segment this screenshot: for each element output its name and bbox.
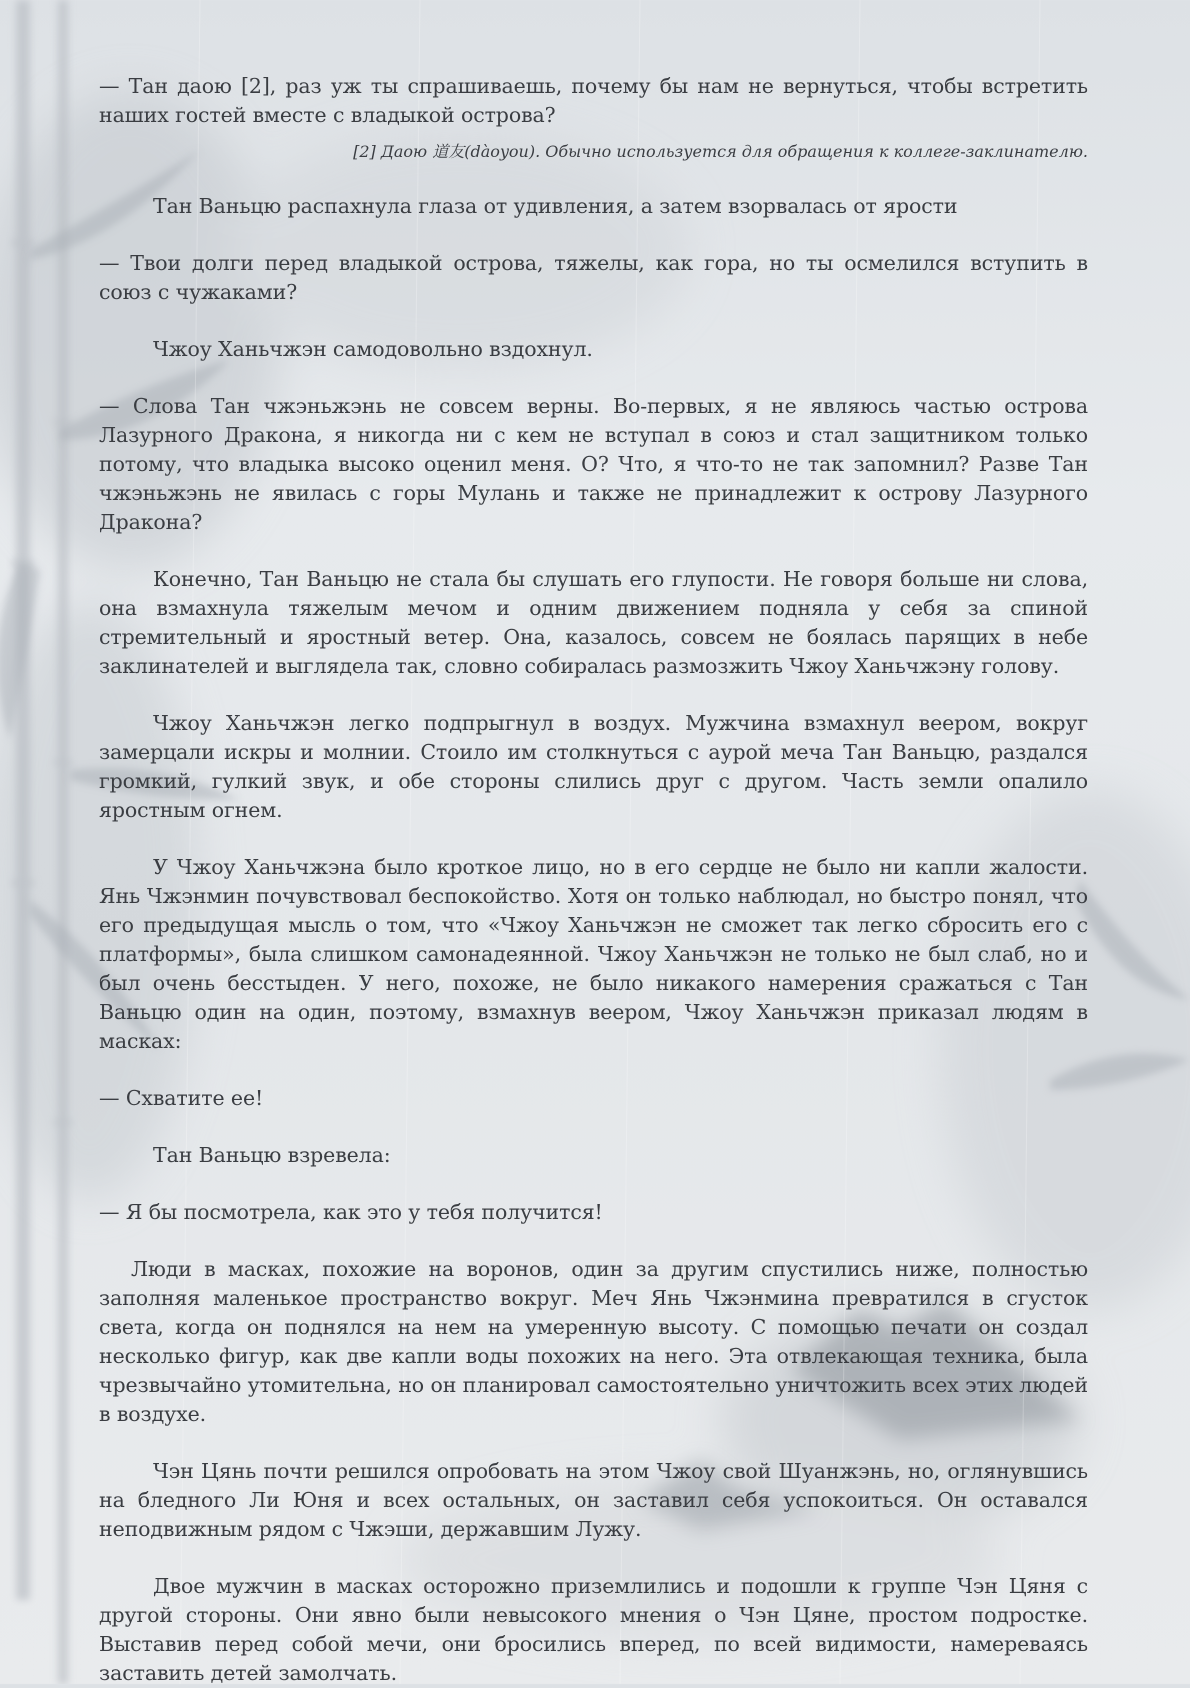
paragraph-narration-9: Двое мужчин в масках осторожно приземлились и подошли к группе Чэн Цяня с другой стороны. Они явно были невысокого мнения о Чэн Цяне, простом подростке. Выставив перед собой мечи, они бросились вперед, по всей видимости, намереваясь заставить детей замолчать. — [99, 1574, 1088, 1685]
paragraph-narration-3: Конечно, Тан Ваньцю не стала бы слушать его глупости. Не говоря больше ни слова, она взмахнула тяжелым мечом и одним движением подняла у себя за спиной стремительный и яростный ветер. Она, казалось, совсем не боялась парящих в небе заклинателей и выглядела так, словно собиралась размозжить Чжоу Ханьчжэну голову. — [99, 567, 1088, 678]
paragraph-dialogue-3: — Слова Тан чжэньжэнь не совсем верны. Во-первых, я не являюсь частью острова Лазурного Дракона, я никогда ни с кем не вступал в союз и стал защитником только потому, что владыка высоко оценил меня. О? Что, я что-то не так запомнил? Разве Тан чжэньжэнь не явилась с горы Мулань и также не принадлежит к острову Лазурного Дракона? — [99, 394, 1088, 534]
text-page — [99, 72, 1088, 1688]
paragraph-narration-2: Чжоу Ханьчжэн самодовольно вздохнул. — [153, 337, 593, 361]
paragraph-narration-8: Чэн Цянь почти решился опробовать на этом Чжоу свой Шуанжэнь, но, оглянувшись на бледного Ли Юня и всех остальных, он заставил себя успокоиться. Он оставался неподвижным рядом с Чжэши, державшим Лужу. — [99, 1459, 1088, 1541]
footnote: [2] Даою 道友(dàoyou). Обычно используется для обращения к коллеге-заклинателю. — [353, 142, 1088, 161]
paragraph-narration-5: У Чжоу Ханьчжэна было кроткое лицо, но в его сердце не было ни капли жалости. Янь Чжэнмин почувствовал беспокойство. Хотя он только наблюдал, но быстро понял, что его предыдущая мысль о том, что «Чжоу Ханьчжэн не сможет так легко сбросить его с платформы», была слишком самонадеянной. Чжоу Ханьчжэн не только не был слаб, но и был очень бесстыден. У него, похоже, не было никакого намерения сражаться с Тан Ваньцю один на один, поэтому, взмахнув веером, Чжоу Ханьчжэн приказал людям в масках: — [99, 855, 1088, 1053]
paragraph-dialogue-1: — Тан даою [2], раз уж ты спрашиваешь, почему бы нам не вернуться, чтобы встретить наших гостей вместе с владыкой острова? — [99, 74, 1088, 127]
paragraph-dialogue-2: — Твои долги перед владыкой острова, тяжелы, как гора, но ты осмелился вступить в союз с чужаками? — [99, 251, 1088, 304]
paragraph-narration-1: Тан Ваньцю распахнула глаза от удивления, а затем взорвалась от ярости — [153, 194, 958, 218]
paragraph-dialogue-4: — Схватите ее! — [99, 1086, 264, 1110]
paragraph-dialogue-5: — Я бы посмотрела, как это у тебя получится! — [99, 1200, 603, 1224]
paragraph-narration-6: Тан Ваньцю взревела: — [153, 1143, 391, 1167]
paragraph-narration-7: Люди в масках, похожие на воронов, один за другим спустились ниже, полностью заполняя маленькое пространство вокруг. Меч Янь Чжэнмина превратился в сгусток света, когда он поднялся на нем на умеренную высоту. С помощью печати он создал несколько фигур, как две капли воды похожих на него. Эта отвлекающая техника, была чрезвычайно утомительна, но он планировал самостоятельно уничтожить всех этих людей в воздухе. — [99, 1257, 1088, 1426]
paragraph-narration-4: Чжоу Ханьчжэн легко подпрыгнул в воздух. Мужчина взмахнул веером, вокруг замерцали искры и молнии. Стоило им столкнуться с аурой меча Тан Ваньцю, раздался громкий, гулкий звук, и обе стороны слились друг с другом. Часть земли опалило яростным огнем. — [99, 711, 1088, 822]
